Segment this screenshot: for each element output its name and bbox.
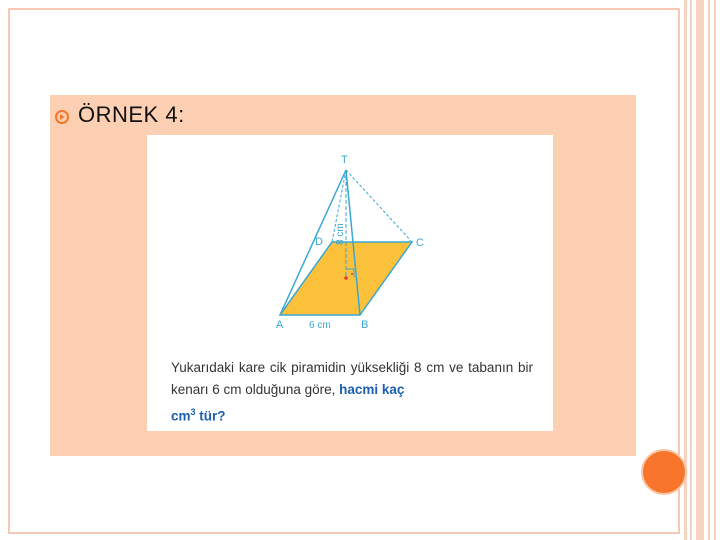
slide-heading: ÖRNEK 4: xyxy=(78,102,185,127)
decor-stripe xyxy=(684,0,687,540)
question-highlight: hacmi kaç xyxy=(339,382,405,397)
question-end: tür? xyxy=(199,408,226,424)
label-a: A xyxy=(276,319,284,331)
problem-figure xyxy=(147,135,553,431)
decor-stripe xyxy=(690,0,692,540)
label-t: T xyxy=(341,154,348,166)
decor-stripe xyxy=(696,0,704,540)
question-text xyxy=(171,357,533,428)
edge-tc xyxy=(346,170,412,242)
bullet-icon xyxy=(55,110,69,124)
question-unit: cm xyxy=(171,408,191,424)
question-unit-exponent: 3 xyxy=(190,407,196,417)
decor-circle xyxy=(641,449,687,495)
label-d: D xyxy=(315,236,323,248)
decor-stripe xyxy=(708,0,710,540)
base-length-label: 6 cm xyxy=(309,320,331,331)
base-center-dot xyxy=(344,276,348,280)
height-label: 8 cm xyxy=(335,223,346,245)
question-body: Yukarıdaki kare cik piramidin yüksekliği 8 cm ve tabanın bir kenarı 6 cm olduğuna göre, xyxy=(171,360,533,397)
label-c: C xyxy=(416,237,424,249)
label-b: B xyxy=(361,319,369,331)
decor-stripe xyxy=(714,0,716,540)
base-center-dot xyxy=(351,273,353,275)
